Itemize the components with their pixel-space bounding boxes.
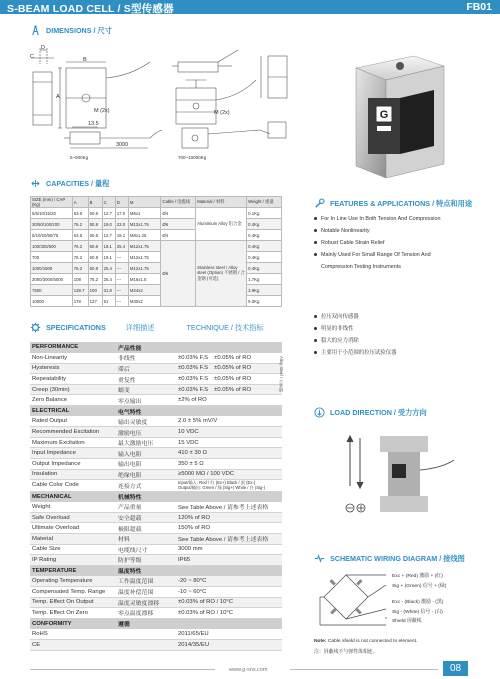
spec-param-en: Non-Linearity bbox=[30, 353, 116, 364]
spec-param-cn: 输入电阻 bbox=[116, 448, 176, 459]
spec-row bbox=[30, 555, 282, 566]
capacities-heading: CAPACITIES / 量程 bbox=[30, 178, 109, 189]
table-cell-material-steel: Stainless steel / Alloy steel (Option) 不锈钢 / 合金钢 (可选) bbox=[196, 241, 247, 307]
cap-header-size: SIZE (mm) / CAP (Kg) bbox=[31, 197, 73, 208]
spec-value-primary: 150% of RO bbox=[178, 525, 211, 532]
table-cell: 19.1 bbox=[115, 230, 128, 241]
spec-category-spacer bbox=[176, 618, 282, 629]
spec-category-spacer bbox=[176, 491, 282, 502]
table-cell: 100 bbox=[88, 285, 102, 296]
dim-caption-large: 700~10000Kg bbox=[178, 155, 207, 160]
spec-row bbox=[30, 459, 282, 470]
cap-header-weight: Weight / 重量 bbox=[247, 197, 282, 208]
spec-param-cn: 温度灵敏度漂移 bbox=[116, 597, 176, 608]
spec-value bbox=[176, 416, 282, 427]
table-cell: --- bbox=[115, 274, 128, 285]
feature-item: For In Line Use In Both Tension And Compression bbox=[314, 216, 440, 222]
spec-value-primary: IP65 bbox=[178, 556, 191, 563]
spec-value-primary: ±0.03% F.S bbox=[178, 386, 209, 393]
spec-row bbox=[30, 353, 282, 364]
table-row bbox=[31, 208, 282, 219]
spec-param-cn: 输出灵敏度 bbox=[116, 416, 176, 427]
spec-category-cn: 电气特性 bbox=[116, 406, 176, 417]
dim-label-d: D bbox=[41, 45, 45, 51]
spec-row bbox=[30, 639, 282, 650]
table-cell: M12x1.75 bbox=[128, 252, 160, 263]
spec-param-cn: 重复性 bbox=[116, 374, 176, 385]
spec-param-en: Ultimate Overload bbox=[30, 523, 116, 534]
spec-param-en: Cable Color Code bbox=[30, 480, 116, 491]
table-cell: 50.8 bbox=[88, 263, 102, 274]
spec-category-en: MECHANICAL bbox=[30, 491, 116, 502]
table-cell: 0.4Kg bbox=[247, 219, 282, 230]
spec-param-en: Recommended Excitation bbox=[30, 427, 116, 438]
spec-value bbox=[176, 469, 282, 480]
spec-param-cn: 电缆线尺寸 bbox=[116, 544, 176, 555]
cap-header-c: C bbox=[102, 197, 115, 208]
footer-url: www.g-sns.com bbox=[229, 667, 268, 673]
table-cell: 3.9Kg bbox=[247, 285, 282, 296]
spec-category-spacer bbox=[176, 565, 282, 576]
spec-category-row bbox=[30, 342, 282, 353]
spec-category-row bbox=[30, 406, 282, 417]
spec-param-en: Repeatability bbox=[30, 374, 116, 385]
feature-item-cn: 拉压双向传感器 bbox=[314, 312, 359, 320]
table-cell: 50.8 bbox=[88, 219, 102, 230]
spec-param-en: Insulation bbox=[30, 469, 116, 480]
table-cell: 51 bbox=[102, 296, 115, 307]
circuit-icon bbox=[314, 553, 325, 564]
spec-value-secondary: ±0.05% of RO bbox=[214, 386, 252, 393]
spec-value bbox=[176, 534, 282, 545]
spec-param-en: Cable Size bbox=[30, 544, 116, 555]
footer-divider-left bbox=[30, 669, 215, 670]
spec-value bbox=[176, 395, 282, 406]
spec-value-secondary: Output/输出: Green / 绿 (Sig+) White / 白 (Sig-) bbox=[178, 485, 266, 491]
spec-param-en: Operating Temperature bbox=[30, 576, 116, 587]
spec-param-en: Output Impedance bbox=[30, 459, 116, 470]
table-cell: 139.7 bbox=[72, 285, 88, 296]
table-cell: 0.1Kg bbox=[247, 208, 282, 219]
specifications-table bbox=[30, 342, 282, 651]
table-cell: M12x1.75 bbox=[128, 263, 160, 274]
spec-row bbox=[30, 363, 282, 374]
spec-row bbox=[30, 480, 282, 491]
spec-value bbox=[176, 353, 282, 364]
spec-param-en: Input Impedance bbox=[30, 448, 116, 459]
spec-param-en: Zero Balance bbox=[30, 395, 116, 406]
spec-value-primary: 350 ± 5 Ω bbox=[178, 460, 204, 467]
spec-value bbox=[176, 448, 282, 459]
spec-value-secondary: ±0.05% of RO bbox=[214, 354, 252, 361]
dim-caption-small: 5~500Kg bbox=[70, 155, 89, 160]
table-cell: 0.4Kg bbox=[247, 241, 282, 252]
table-cell: 31.8 bbox=[102, 285, 115, 296]
spec-value-primary: 3000 mm bbox=[178, 546, 203, 553]
spec-param-en: Maximum Excitation bbox=[30, 437, 116, 448]
table-cell: 76.2 bbox=[72, 252, 88, 263]
spec-value-secondary: ±0.05% of RO bbox=[214, 376, 252, 383]
table-cell: 23.0 bbox=[115, 219, 128, 230]
gear-icon bbox=[30, 322, 41, 333]
spec-value bbox=[176, 437, 282, 448]
wiring-note: Note: Cable shield is not connected to element. bbox=[314, 639, 418, 644]
expand-arrows-icon bbox=[30, 178, 41, 189]
spec-value bbox=[176, 608, 282, 619]
spec-value-primary: 410 ± 30 Ω bbox=[178, 450, 207, 457]
table-cell: 100/300/500 bbox=[31, 241, 73, 252]
specifications-heading: SPECIFICATIONS 详细描述 TECHNIQUE / 技术指标 bbox=[30, 322, 264, 333]
table-cell: 1.7Kg bbox=[247, 274, 282, 285]
spec-value bbox=[176, 502, 282, 513]
table-cell: 5/10/20/50/75 bbox=[31, 230, 73, 241]
table-cell: Ø6 bbox=[161, 219, 196, 230]
spec-param-cn: 极限超载 bbox=[116, 523, 176, 534]
spec-param-en: Creep (30min) bbox=[30, 384, 116, 395]
table-cell: --- bbox=[115, 252, 128, 263]
spec-value bbox=[176, 480, 282, 491]
spec-category-cn: 产品性能 bbox=[116, 342, 176, 353]
spec-row bbox=[30, 523, 282, 534]
spec-value bbox=[176, 459, 282, 470]
spec-value-primary: ±0.03% F.S bbox=[178, 365, 209, 372]
spec-value-primary: ±0.03% of RO / 10°C bbox=[178, 599, 234, 606]
spec-param-cn: 防护等级 bbox=[116, 555, 176, 566]
table-cell: 108 bbox=[72, 274, 88, 285]
spec-category-cn: 机械特性 bbox=[116, 491, 176, 502]
table-cell: 1000/1500 bbox=[31, 263, 73, 274]
table-cell: 76.2 bbox=[72, 263, 88, 274]
spec-category-row bbox=[30, 565, 282, 576]
table-cell: 5/6/10/15/20 bbox=[31, 208, 73, 219]
table-cell: Ø4 bbox=[161, 208, 196, 219]
spec-param-en: Hysteresis bbox=[30, 363, 116, 374]
spec-param-cn: 绝缘电阻 bbox=[116, 469, 176, 480]
product-photo bbox=[316, 28, 490, 198]
spec-value-primary: See Table Above / 请参考上述表格 bbox=[178, 505, 269, 512]
wire-label: Sig + (Green) 信号 + (绿) bbox=[392, 584, 447, 589]
feature-item-cn: 明显的非线性 bbox=[314, 324, 353, 332]
spec-row bbox=[30, 437, 282, 448]
spec-value-primary: ≥5000 MΩ / 100 VDC bbox=[178, 471, 235, 478]
spec-param-en: CE bbox=[30, 639, 116, 650]
spec-row bbox=[30, 502, 282, 513]
spec-row bbox=[30, 576, 282, 587]
table-cell: M12x1.75 bbox=[128, 241, 160, 252]
table-cell: 19.1 bbox=[102, 241, 115, 252]
table-cell: 30/50/100/200 bbox=[31, 219, 73, 230]
spec-param-cn: 安全超载 bbox=[116, 512, 176, 523]
spec-value bbox=[176, 629, 282, 640]
spec-param-cn: 零点输出 bbox=[116, 395, 176, 406]
spec-row bbox=[30, 629, 282, 640]
spec-value-primary: ±0.03% of RO / 10°C bbox=[178, 609, 234, 616]
table-cell: 50.8 bbox=[88, 230, 102, 241]
spec-value-primary: 2011/65/EU bbox=[178, 630, 209, 637]
table-cell: M30x2 bbox=[128, 296, 160, 307]
table-cell: 50.8 bbox=[88, 208, 102, 219]
spec-category-en: ELECTRICAL bbox=[30, 406, 116, 417]
spec-category-row bbox=[30, 491, 282, 502]
table-cell: 9.0Kg bbox=[247, 296, 282, 307]
load-direction-diagram bbox=[330, 430, 470, 525]
product-code: FB01 bbox=[466, 1, 492, 13]
spec-row bbox=[30, 608, 282, 619]
table-cell: M12x1.75 bbox=[128, 219, 160, 230]
wiring-heading: SCHEMATIC WIRING DIAGRAM / 接线图 bbox=[314, 553, 465, 564]
dim-label-m2x-b: M (2x) bbox=[214, 110, 230, 116]
spec-value bbox=[176, 586, 282, 597]
table-cell: 12.7 bbox=[102, 230, 115, 241]
spec-param-en: Temp. Effect On Output bbox=[30, 597, 116, 608]
table-cell: 12.7 bbox=[102, 208, 115, 219]
spec-value-primary: -10 ~ 60°C bbox=[178, 588, 207, 595]
spec-param-en: IP Rating bbox=[30, 555, 116, 566]
table-cell: 10000 bbox=[31, 296, 73, 307]
table-cell: M16x1.5 bbox=[128, 274, 160, 285]
table-cell: M6x1 bbox=[128, 208, 160, 219]
spec-param-en: Rated Output bbox=[30, 416, 116, 427]
spec-category-en: PERFORMANCE bbox=[30, 342, 116, 353]
table-cell: --- bbox=[115, 285, 128, 296]
spec-value-primary: ±2% of RO bbox=[178, 397, 207, 404]
spec-value bbox=[176, 374, 282, 385]
spec-param-cn: 连接方式 bbox=[116, 480, 176, 491]
table-cell: 25.4 bbox=[102, 274, 115, 285]
table-cell: 0.4Kg bbox=[247, 252, 282, 263]
table-cell: 19.1 bbox=[102, 252, 115, 263]
spec-value-primary: ±0.03% F.S bbox=[178, 354, 209, 361]
spec-value-primary: 15 VDC bbox=[178, 439, 199, 446]
load-cell-photo bbox=[316, 28, 490, 198]
spec-value-primary: See Table Above / 请参考上述表格 bbox=[178, 537, 269, 544]
load-arrow-icon bbox=[314, 407, 325, 418]
spec-value bbox=[176, 639, 282, 650]
table-cell: --- bbox=[115, 263, 128, 274]
spec-param-cn: 产品重量 bbox=[116, 502, 176, 513]
table-cell: Ø4 bbox=[161, 230, 196, 241]
cap-header-material: Material / 材料 bbox=[196, 197, 247, 208]
wire-label: Sig - (White) 信号 - (白) bbox=[392, 610, 443, 615]
feature-item: Mainly Used For Small Range Of Tension And bbox=[314, 252, 431, 258]
dimensions-heading: DIMENSIONS / 尺寸 bbox=[30, 25, 112, 36]
spec-param-en: Material bbox=[30, 534, 116, 545]
spec-param-en: Safe Overload bbox=[30, 512, 116, 523]
dim-label-135: 13.5 bbox=[88, 121, 99, 127]
table-cell: 178 bbox=[72, 296, 88, 307]
spec-row bbox=[30, 384, 282, 395]
spec-row bbox=[30, 416, 282, 427]
spec-category-en: TEMPERATURE bbox=[30, 565, 116, 576]
spec-param-cn: 最大激励电压 bbox=[116, 437, 176, 448]
wiring-note-cn: 注：屏蔽线不与弹性体相连。 bbox=[314, 650, 378, 655]
table-row bbox=[31, 241, 282, 252]
spec-param-cn bbox=[116, 629, 176, 640]
cap-header-cable: Cable / 电缆线 bbox=[161, 197, 196, 208]
table-cell: 0.4Kg bbox=[247, 230, 282, 241]
table-cell: M8x1.25 bbox=[128, 230, 160, 241]
spec-param-cn: 材料 bbox=[116, 534, 176, 545]
spec-row bbox=[30, 469, 282, 480]
page-number: 08 bbox=[443, 661, 468, 676]
cap-header-a: A bbox=[72, 197, 88, 208]
table-cell: 19.0 bbox=[102, 219, 115, 230]
spec-value bbox=[176, 384, 282, 395]
capacities-header-row bbox=[31, 197, 282, 208]
wrench-icon bbox=[314, 198, 325, 209]
spec-value bbox=[176, 544, 282, 555]
spec-param-cn bbox=[116, 639, 176, 650]
spec-value bbox=[176, 363, 282, 374]
table-cell-material-aluminium: Aluminium Alloy 铝合金 bbox=[196, 208, 247, 241]
table-cell: 2000/3000/5000 bbox=[31, 274, 73, 285]
spec-row bbox=[30, 427, 282, 438]
feature-item-continued: Compression Testing Instruments bbox=[321, 264, 401, 270]
spec-param-cn: 蠕变 bbox=[116, 384, 176, 395]
wire-label: Shield 屏蔽线 bbox=[392, 619, 422, 624]
table-cell: 50.8 bbox=[88, 241, 102, 252]
spec-row bbox=[30, 534, 282, 545]
cap-header-b: B bbox=[88, 197, 102, 208]
load-direction-heading: LOAD DIRECTION / 受力方向 bbox=[314, 407, 427, 418]
spec-side-label: Alloy Steel / 合金钢 bbox=[279, 356, 284, 392]
table-cell: 0.4Kg bbox=[247, 263, 282, 274]
capacities-table bbox=[30, 196, 282, 307]
spec-value-primary: Input/输入: Red / 红 (Ex+) Black / 黑 (Ex-) bbox=[178, 480, 256, 486]
dim-label-a: A bbox=[56, 94, 60, 100]
table-cell: 25.4 bbox=[102, 263, 115, 274]
table-cell: 76.2 bbox=[72, 219, 88, 230]
spec-row bbox=[30, 512, 282, 523]
spec-value-primary: 2014/35/EU bbox=[178, 641, 210, 648]
spec-category-spacer bbox=[176, 342, 282, 353]
spec-value bbox=[176, 512, 282, 523]
feature-item-cn: 主要用于小范围的拉压试验仪器 bbox=[314, 348, 396, 356]
spec-value-primary: 10 VDC bbox=[178, 429, 199, 436]
table-cell: 7500 bbox=[31, 285, 73, 296]
wire-label: Exc + (Red) 激励 + (红) bbox=[392, 574, 443, 579]
spec-param-cn: 非线性 bbox=[116, 353, 176, 364]
spec-param-cn: 温度补偿范围 bbox=[116, 586, 176, 597]
spec-param-cn: 滞后 bbox=[116, 363, 176, 374]
table-cell: 17.0 bbox=[115, 208, 128, 219]
dim-label-b: B bbox=[83, 57, 87, 63]
spec-param-cn: 工作温度范围 bbox=[116, 576, 176, 587]
spec-category-cn: 温度特性 bbox=[116, 565, 176, 576]
spec-value-primary: -20 ~ 80°C bbox=[178, 577, 207, 584]
spec-category-en: CONFORMITY bbox=[30, 618, 116, 629]
spec-value bbox=[176, 427, 282, 438]
table-cell: 25.4 bbox=[115, 241, 128, 252]
spec-value-primary: ±0.03% F.S bbox=[178, 376, 209, 383]
spec-row bbox=[30, 374, 282, 385]
feature-item: Notable Nonlinearity bbox=[314, 228, 370, 234]
spec-row bbox=[30, 544, 282, 555]
spec-row bbox=[30, 597, 282, 608]
spec-param-en: Compensated Temp. Range bbox=[30, 586, 116, 597]
table-cell: --- bbox=[115, 296, 128, 307]
spec-param-en: Weight bbox=[30, 502, 116, 513]
spec-value-secondary: ±0.05% of RO bbox=[214, 365, 252, 372]
features-heading: FEATURES & APPLICATIONS / 特点和用途 bbox=[314, 198, 472, 209]
spec-row bbox=[30, 448, 282, 459]
table-cell: 76.2 bbox=[72, 241, 88, 252]
table-cell-cable-6: Ø6 bbox=[161, 241, 196, 307]
spec-value bbox=[176, 523, 282, 534]
table-cell: 63.5 bbox=[72, 208, 88, 219]
spec-value bbox=[176, 597, 282, 608]
spec-category-row bbox=[30, 618, 282, 629]
cap-header-m: M bbox=[128, 197, 160, 208]
spec-value-primary: 2.0 ± 5% mV/V bbox=[178, 418, 218, 425]
dim-label-m2x: M (2x) bbox=[94, 108, 110, 114]
spec-param-en: RoHS bbox=[30, 629, 116, 640]
footer-divider-right bbox=[290, 669, 438, 670]
spec-param-cn: 激励电压 bbox=[116, 427, 176, 438]
dim-label-3000: 3000 bbox=[116, 142, 129, 148]
spec-param-cn: 零点温度漂移 bbox=[116, 608, 176, 619]
dim-label-c: C bbox=[30, 54, 34, 60]
feature-item: Robust Cable Strain Relief bbox=[314, 240, 385, 246]
spec-category-cn: 遵循 bbox=[116, 618, 176, 629]
spec-category-spacer bbox=[176, 406, 282, 417]
wire-label: Exc - (Black) 激励 - (黑) bbox=[392, 600, 444, 605]
cap-header-d: D bbox=[115, 197, 128, 208]
table-cell: 76.2 bbox=[88, 274, 102, 285]
page-title: S-BEAM LOAD CELL / S型传感器 bbox=[7, 3, 174, 15]
spec-value-primary: 120% of RO bbox=[178, 514, 211, 521]
spec-row bbox=[30, 586, 282, 597]
table-cell: M24x2 bbox=[128, 285, 160, 296]
spec-param-en: Temp. Effect On Zero bbox=[30, 608, 116, 619]
spec-value bbox=[176, 576, 282, 587]
table-cell: 127 bbox=[88, 296, 102, 307]
spec-param-cn: 输出电阻 bbox=[116, 459, 176, 470]
table-cell: 700 bbox=[31, 252, 73, 263]
table-cell: 63.5 bbox=[72, 230, 88, 241]
spec-value bbox=[176, 555, 282, 566]
feature-item-cn: 稳大的应力消除 bbox=[314, 336, 359, 344]
table-cell: 50.8 bbox=[88, 252, 102, 263]
spec-row bbox=[30, 395, 282, 406]
svg-text:G: G bbox=[379, 109, 389, 121]
